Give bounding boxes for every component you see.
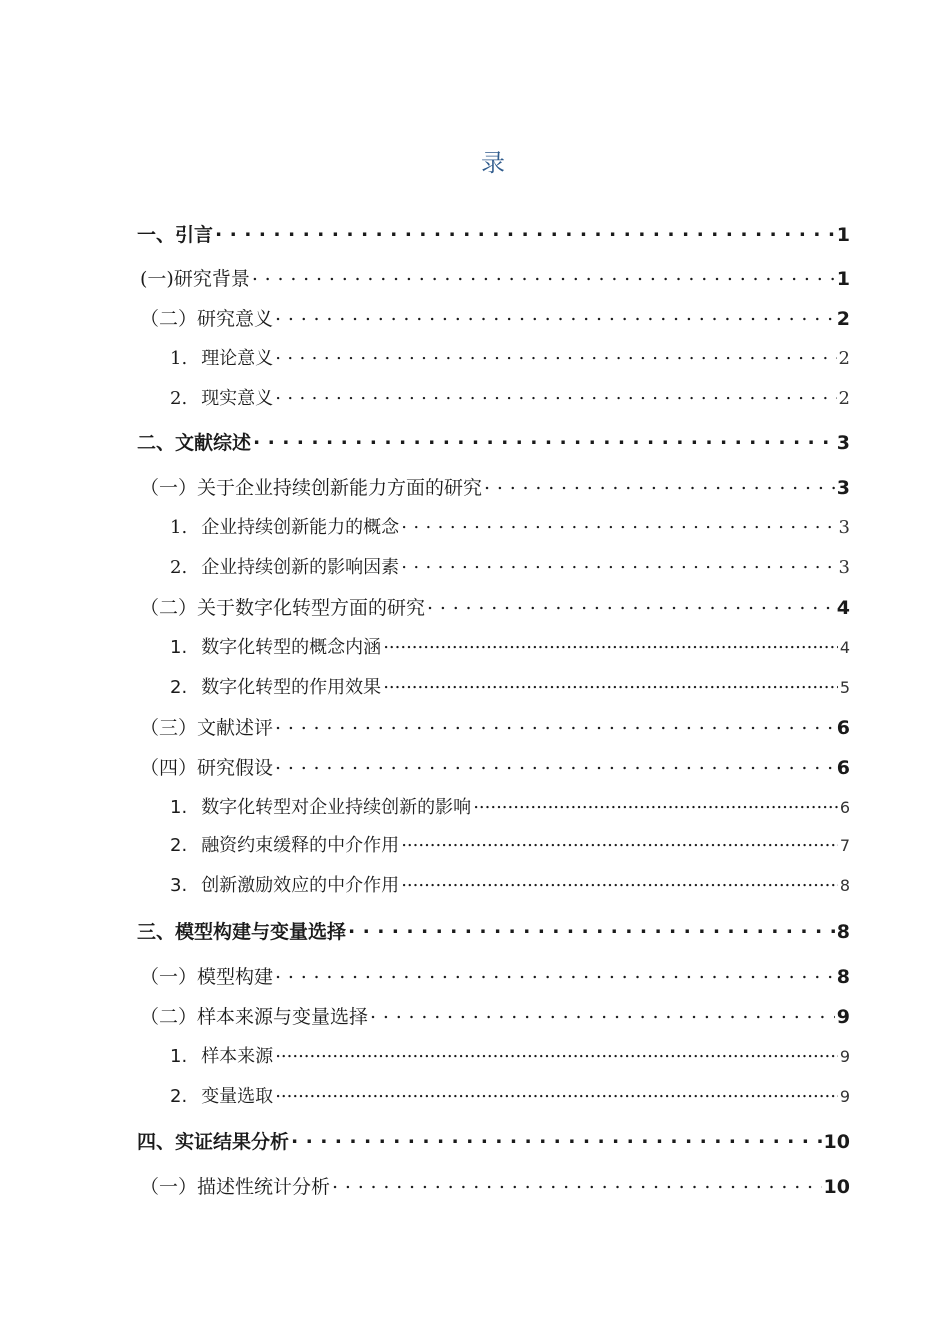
- toc-entry-text: 四、实证结果分析: [137, 1131, 290, 1153]
- toc-entry[interactable]: [170, 831, 850, 857]
- dot-leader: [252, 266, 835, 285]
- toc-entry-text: 企业持续创新的影响因素: [201, 557, 400, 578]
- toc-page-number: 9: [839, 1087, 850, 1106]
- dot-leader: [275, 715, 835, 734]
- toc-title: 录: [481, 149, 505, 177]
- toc-entry-text: 理论意义: [201, 348, 274, 369]
- toc-entry-text: 数字化转型对企业持续创新的影响: [201, 797, 472, 818]
- toc-entry-label: [170, 1042, 273, 1068]
- toc-entry-label: [170, 513, 399, 539]
- toc-page-number: 9: [836, 1006, 850, 1028]
- toc-entry-label: [137, 917, 346, 944]
- toc-page-number: 4: [836, 597, 850, 619]
- toc-entry-number: 1.: [170, 637, 188, 658]
- toc-entry[interactable]: [170, 513, 850, 539]
- toc-entry-text: 融资约束缓释的中介作用: [201, 835, 400, 856]
- toc-page-number: 4: [839, 638, 850, 657]
- dot-leader: [275, 306, 835, 325]
- toc-entry-number: 1.: [170, 1046, 188, 1067]
- toc-entry[interactable]: [170, 673, 850, 699]
- toc-entry-label: [137, 1127, 289, 1154]
- toc-entry-label: [137, 220, 213, 247]
- toc-entry-label: [140, 304, 273, 331]
- toc-entry-label: [170, 871, 399, 897]
- toc-entry-number: 3.: [170, 875, 188, 896]
- toc-entry-text: （二）研究意义: [140, 308, 274, 330]
- dot-leader: [275, 755, 835, 774]
- toc-entry-text: 数字化转型的作用效果: [201, 677, 382, 698]
- toc-entry[interactable]: [170, 553, 850, 579]
- toc-entry-label: [170, 673, 381, 699]
- toc-entry-text: 创新激励效应的中介作用: [201, 875, 400, 896]
- toc-page-number: 3: [836, 477, 850, 499]
- toc-entry-number: 2.: [170, 1086, 188, 1107]
- toc-entry-text: （二）样本来源与变量选择: [140, 1006, 369, 1028]
- toc-entry[interactable]: [140, 473, 850, 500]
- dot-leader: [484, 475, 835, 494]
- toc-entry-text: 三、模型构建与变量选择: [137, 921, 347, 943]
- dot-leader: [215, 222, 835, 241]
- toc-entry-text: 二、文献综述: [137, 432, 252, 454]
- dot-leader: [473, 795, 838, 813]
- toc-entry-text: （一）描述性统计分析: [140, 1176, 331, 1198]
- toc-entry[interactable]: [137, 917, 850, 944]
- toc-page-number: 6: [836, 717, 850, 739]
- dot-leader: [275, 1044, 838, 1062]
- toc-entry-text: （三）文献述评: [140, 717, 274, 739]
- toc-entry-number: 1.: [170, 348, 188, 369]
- toc-entry[interactable]: [170, 344, 850, 370]
- toc-entry-number: 2.: [170, 388, 188, 409]
- toc-page-number: 3: [838, 557, 850, 578]
- dot-leader: [275, 386, 836, 404]
- toc-entry-number: 2.: [170, 557, 188, 578]
- toc-entry-label: [170, 1082, 273, 1108]
- toc-entry-text: （二）关于数字化转型方面的研究: [140, 597, 426, 619]
- toc-entry-label: [140, 713, 273, 740]
- dot-leader: [427, 595, 835, 614]
- dot-leader: [275, 1084, 838, 1102]
- dot-leader: [401, 555, 836, 573]
- toc-entry[interactable]: [170, 1082, 850, 1108]
- toc-page-number: 6: [836, 757, 850, 779]
- toc-page-number: 1: [836, 224, 850, 246]
- dot-leader: [383, 635, 838, 653]
- toc-entry-label: [170, 344, 273, 370]
- toc-entry[interactable]: [140, 753, 850, 780]
- toc-entry[interactable]: [137, 428, 850, 455]
- toc-entry-number: 1.: [170, 797, 188, 818]
- dot-leader: [291, 1129, 822, 1148]
- toc-entry-label: [170, 553, 399, 579]
- toc-entry-label: [140, 962, 273, 989]
- toc-entry-label: [140, 593, 425, 620]
- toc-entry[interactable]: [137, 220, 850, 247]
- toc-page-number: 1: [836, 268, 850, 290]
- toc-entry[interactable]: [140, 1172, 850, 1199]
- toc-entry-text: （一）模型构建: [140, 966, 274, 988]
- toc-page-number: 2: [838, 348, 850, 369]
- toc-entry-text: （四）研究假设: [140, 757, 274, 779]
- toc-entry-text: 现实意义: [201, 388, 274, 409]
- toc-entry[interactable]: [140, 593, 850, 620]
- toc-entry[interactable]: [170, 871, 850, 897]
- toc-page-number: 2: [836, 308, 850, 330]
- toc-entry-label: [170, 384, 273, 410]
- toc-entry-label: [140, 1172, 330, 1199]
- toc-entry-text: （一）关于企业持续创新能力方面的研究: [140, 477, 483, 499]
- toc-entry[interactable]: [140, 962, 850, 989]
- toc-page-number: 3: [838, 517, 850, 538]
- toc-entry-label: [170, 831, 399, 857]
- dot-leader: [332, 1174, 822, 1193]
- toc-entry[interactable]: [140, 713, 850, 740]
- toc-entry-label: [140, 473, 482, 500]
- toc-entry-text: 样本来源: [201, 1046, 274, 1067]
- toc-entry-text: 一、引言: [137, 224, 214, 246]
- toc-page-number: 8: [839, 876, 850, 895]
- toc-entry[interactable]: [140, 1002, 850, 1029]
- toc-page-number: 6: [839, 798, 850, 817]
- dot-leader: [275, 346, 836, 364]
- toc-page-number: 8: [836, 966, 850, 988]
- toc-entry[interactable]: [170, 633, 850, 659]
- dot-leader: [401, 833, 838, 851]
- toc-entry[interactable]: [140, 264, 850, 291]
- toc-entry-text: 数字化转型的概念内涵: [201, 637, 382, 658]
- toc-page-number: 5: [839, 678, 850, 697]
- toc-entry[interactable]: [140, 304, 850, 331]
- toc-entry-label: [140, 1002, 368, 1029]
- toc-entry[interactable]: [170, 384, 850, 410]
- dot-leader: [370, 1004, 835, 1023]
- dot-leader: [401, 515, 836, 533]
- toc-page-number: 10: [823, 1176, 850, 1198]
- toc-entry-label: [170, 633, 381, 659]
- toc-entry[interactable]: [170, 793, 850, 819]
- toc-entry[interactable]: [170, 1042, 850, 1068]
- toc-entry-text: 企业持续创新能力的概念: [201, 517, 400, 538]
- toc-page-number: 2: [838, 388, 850, 409]
- toc-entry-number: 1.: [170, 517, 188, 538]
- toc-page-number: 7: [839, 836, 850, 855]
- toc-entry-label: [170, 793, 471, 819]
- toc-page-number: 3: [836, 432, 850, 454]
- dot-leader: [253, 430, 835, 449]
- toc-entry-label: [137, 428, 251, 455]
- dot-leader: [348, 919, 835, 938]
- dot-leader: [401, 873, 838, 891]
- toc-page-number: 9: [839, 1047, 850, 1066]
- toc-entry-number: 2.: [170, 835, 188, 856]
- toc-page-number: 8: [836, 921, 850, 943]
- toc-entry-label: [140, 264, 250, 291]
- toc-page-number: 10: [823, 1131, 850, 1153]
- dot-leader: [275, 964, 835, 983]
- toc-entry-number: 2.: [170, 677, 188, 698]
- toc-entry-label: [140, 753, 273, 780]
- toc-entry-text: (一)研究背景: [140, 268, 250, 290]
- dot-leader: [383, 675, 838, 693]
- toc-entry-text: 变量选取: [201, 1086, 274, 1107]
- toc-entry[interactable]: [137, 1127, 850, 1154]
